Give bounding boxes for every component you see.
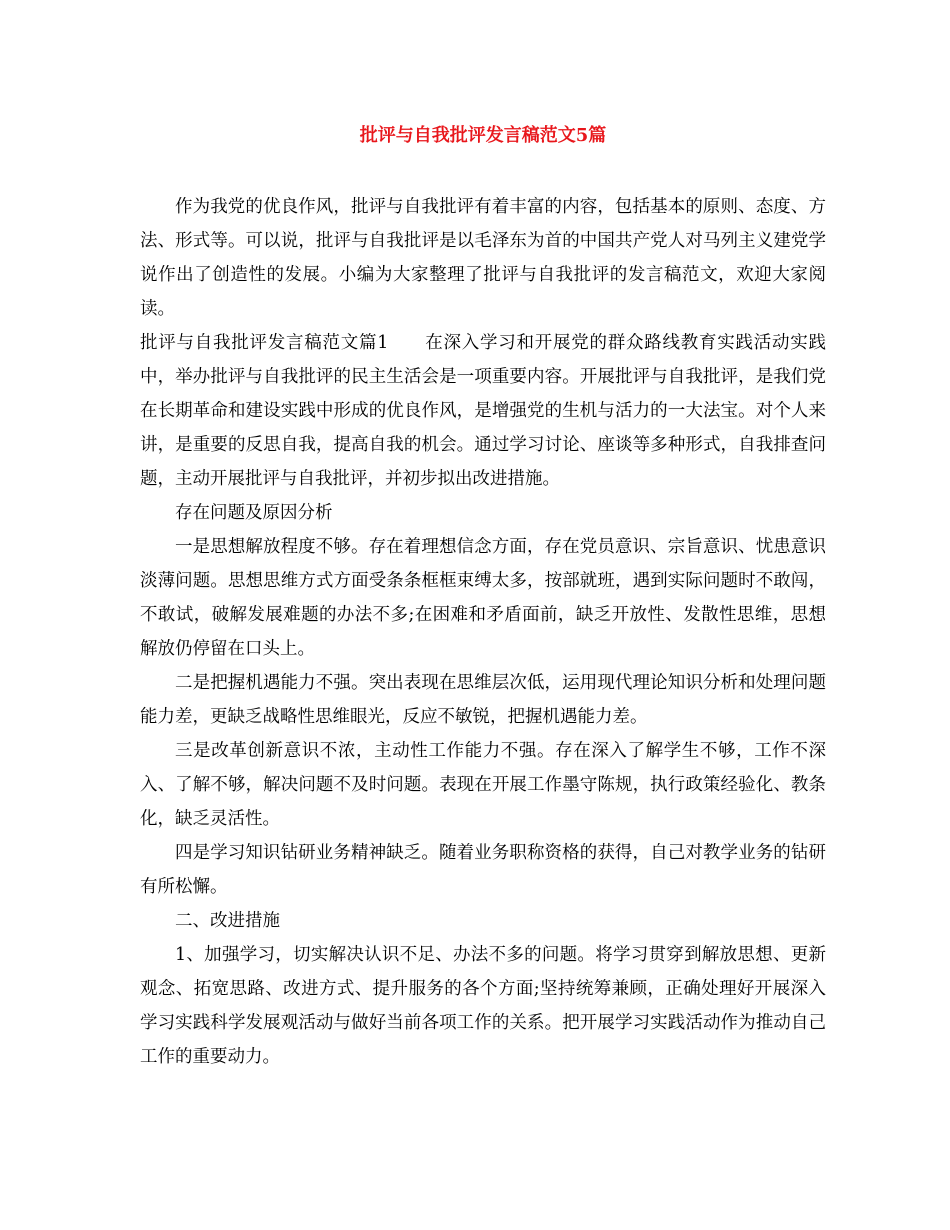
paragraph-problem-1: 一是思想解放程度不够。存在着理想信念方面，存在党员意识、宗旨意识、忧患意识淡薄问题。思想思维方式方面受条条框框束缚太多，按部就班，遇到实际问题时不敢闯，不敢试，破解发展难题的办法不多;在困难和矛盾面前，缺乏开放性、发散性思维，思想解放仍停留在口头上。	[140, 537, 826, 659]
document-title: 批评与自我批评发言稿范文5篇	[359, 125, 607, 146]
paragraph-problem-3: 三是改革创新意识不浓，主动性工作能力不强。存在深入了解学生不够，工作不深入、了解不够，解决问题不及时问题。表现在开展工作墨守陈规，执行政策经验化、教条化，缺乏灵活性。	[140, 741, 826, 829]
paragraph-problem-4: 四是学习知识钻研业务精神缺乏。随着业务职称资格的获得，自己对教学业务的钻研有所松懈。	[140, 843, 826, 897]
section-1-paragraph	[140, 326, 826, 496]
section-1-heading: 批评与自我批评发言稿范文篇1	[140, 333, 389, 353]
paragraph-measure-1: 1、加强学习，切实解决认识不足、办法不多的问题。将学习贯穿到解放思想、更新观念、拓宽思路、改进方式、提升服务的各个方面;坚持统筹兼顾，正确处理好开展深入学习实践科学发展观活动与做好当前各项工作的关系。把开展学习实践活动作为推动自己工作的重要动力。	[140, 945, 826, 1067]
paragraph-problems-heading: 存在问题及原因分析	[175, 503, 333, 523]
section-1-text: 在深入学习和开展党的群众路线教育实践活动实践中，举办批评与自我批评的民主生活会是一项重要内容。开展批评与自我批评，是我们党在长期革命和建设实践中形成的优良作风，是增强党的生机与活力的一大法宝。对个人来讲，是重要的反思自我，提高自我的机会。通过学习讨论、座谈等多种形式，自我排查问题，主动开展批评与自我批评，并初步拟出改进措施。	[140, 333, 827, 489]
paragraph-measures-heading: 二、改进措施	[175, 911, 280, 931]
document-body	[140, 190, 826, 1074]
paragraph-problem-2: 二是把握机遇能力不强。突出表现在思维层次低，运用现代理论知识分析和处理问题能力差，更缺乏战略性思维眼光，反应不敏锐，把握机遇能力差。	[140, 673, 826, 727]
intro-paragraph: 作为我党的优良作风，批评与自我批评有着丰富的内容，包括基本的原则、态度、方法、形式等。可以说，批评与自我批评是以毛泽东为首的中国共产党人对马列主义建党学说作出了创造性的发展。小编为大家整理了批评与自我批评的发言稿范文，欢迎大家阅读。	[140, 197, 826, 319]
